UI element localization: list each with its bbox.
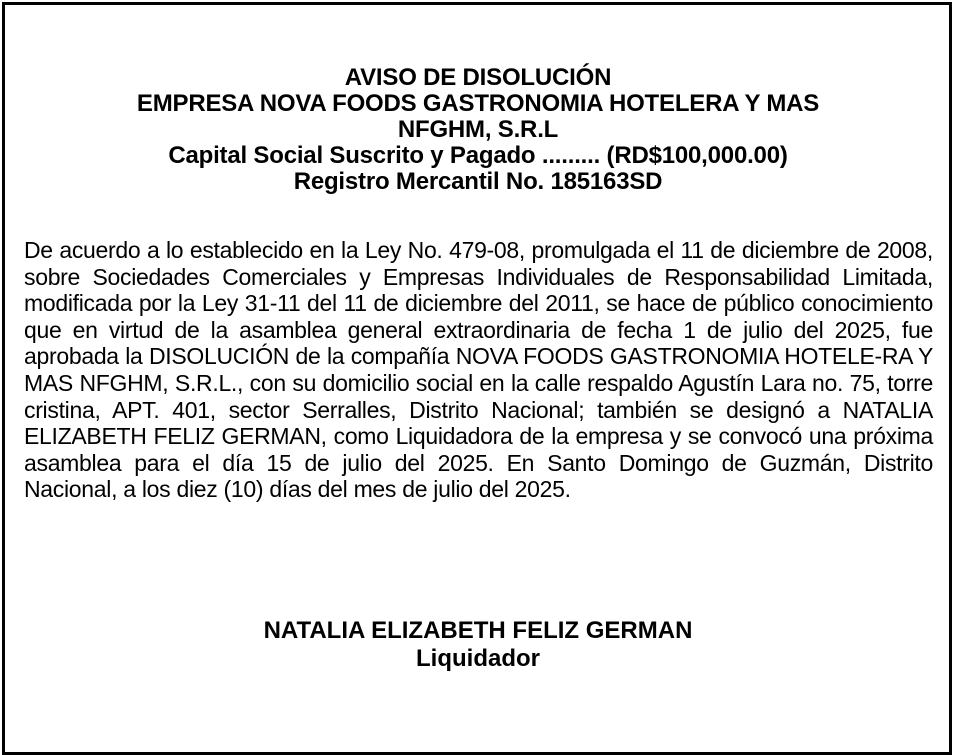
dissolution-notice <box>2 2 952 755</box>
signer-name: NATALIA ELIZABETH FELIZ GERMAN <box>263 617 693 644</box>
company-name-line-2: NFGHM, S.R.L <box>397 116 559 143</box>
registry-line: Registro Mercantil No. 185163SD <box>293 168 663 195</box>
notice-header <box>23 65 933 195</box>
notice-title: AVISO DE DISOLUCIÓN <box>344 64 612 91</box>
notice-body-paragraph: De acuerdo a lo establecido en la Ley No. 479-08, promulgada el 11 de diciembre de 2008, sobre Sociedades Comerciales y Empresas Individuales de Responsabilidad Limitada, modificada por la Ley 31-11 del 11 de diciembre del 2011, se hace de público conocimiento que en virtud de la asamblea general extraordinaria de fecha 1 de julio del 2025, fue aprobada la DISOLUCIÓN de la compañía NOVA FOODS GASTRONOMIA HOTELE-RA Y MAS NFGHM, S.R.L., con su domicilio social en la calle respaldo Agustín Lara no. 75, torre cristina, APT. 401, sector Serralles, Distrito Nacional; también se designó a NATALIA ELIZABETH FELIZ GERMAN, como Liquidadora de la empresa y se convocó una próxima asamblea para el día 15 de julio del 2025. En Santo Domingo de Guzmán, Distrito Nacional, a los diez (10) días del mes de julio del 2025. <box>24 237 933 503</box>
signer-role: Liquidador <box>416 645 540 672</box>
capital-line: Capital Social Suscrito y Pagado ......... (RD$100,000.00) <box>168 142 788 169</box>
company-name-line-1: EMPRESA NOVA FOODS GASTRONOMIA HOTELERA Y MAS <box>136 90 820 117</box>
signature-block <box>23 617 933 673</box>
